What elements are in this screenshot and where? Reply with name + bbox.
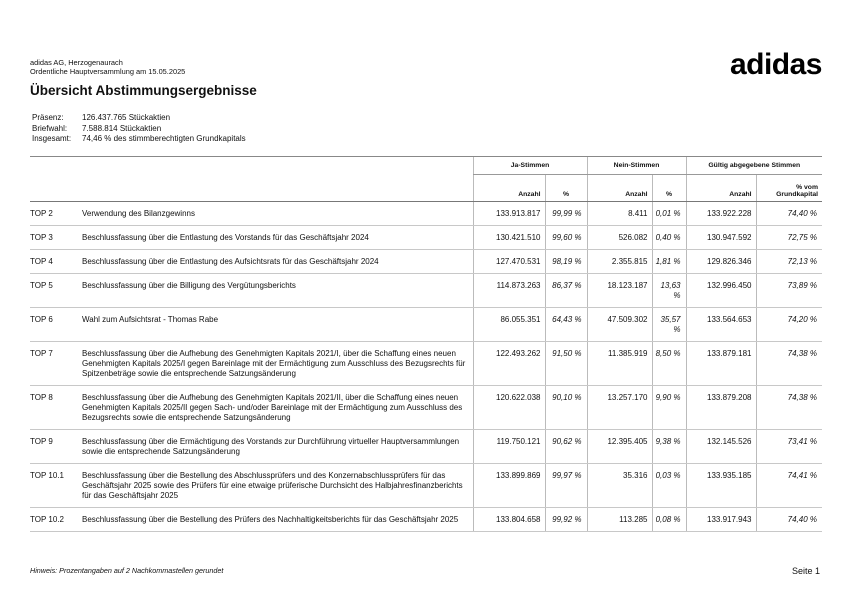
agenda-item-number: TOP 10.1 [30, 464, 82, 508]
agenda-item-description: Beschlussfassung über die Ermächtigung des Vorstands zur Durchführung virtueller Hauptversammlungen sowie die entsprechende Satzungsänderung [82, 430, 473, 464]
ja-percent: 90,10 % [545, 386, 587, 430]
share-capital-percent: 74,41 % [756, 464, 822, 508]
header-ja-pct: % [545, 175, 587, 202]
valid-votes-count: 133.879.181 [686, 342, 756, 386]
nein-count: 526.082 [587, 226, 652, 250]
share-capital-percent: 73,89 % [756, 274, 822, 308]
nein-percent: 1,81 % [652, 250, 686, 274]
table-row [30, 464, 822, 508]
header-column-row [30, 175, 822, 202]
header-vom-line1: % vom [796, 184, 819, 191]
ja-percent: 99,99 % [545, 202, 587, 226]
table-row [30, 308, 822, 342]
summary-value: 74,46 % des stimmberechtigten Grundkapitals [82, 134, 246, 143]
nein-count: 47.509.302 [587, 308, 652, 342]
nein-percent: 35,57 % [652, 308, 686, 342]
nein-count: 8.411 [587, 202, 652, 226]
table-row [30, 386, 822, 430]
ja-count: 122.493.262 [473, 342, 545, 386]
ja-count: 133.913.817 [473, 202, 545, 226]
ja-count: 130.421.510 [473, 226, 545, 250]
ja-percent: 99,97 % [545, 464, 587, 508]
nein-count: 35.316 [587, 464, 652, 508]
summary-value: 126.437.765 Stückaktien [82, 113, 171, 122]
share-capital-percent: 74,40 % [756, 202, 822, 226]
company-name: adidas AG, Herzogenaurach [30, 58, 123, 67]
header-nein-pct: % [652, 175, 686, 202]
ja-percent: 98,19 % [545, 250, 587, 274]
agenda-item-description: Beschlussfassung über die Entlastung des Vorstands für das Geschäftsjahr 2024 [82, 226, 473, 250]
ja-count: 133.804.658 [473, 508, 545, 532]
nein-percent: 13,63 % [652, 274, 686, 308]
page-number: Seite 1 [791, 566, 820, 576]
nein-count: 113.285 [587, 508, 652, 532]
nein-percent: 9,38 % [652, 430, 686, 464]
page-title: Übersicht Abstimmungsergebnisse [30, 83, 257, 98]
nein-percent: 0,03 % [652, 464, 686, 508]
header-grundkapital-pct [756, 175, 822, 202]
valid-votes-count: 133.922.228 [686, 202, 756, 226]
valid-votes-count: 130.947.592 [686, 226, 756, 250]
valid-votes-count: 133.935.185 [686, 464, 756, 508]
nein-percent: 0,08 % [652, 508, 686, 532]
share-capital-percent: 74,38 % [756, 386, 822, 430]
nein-percent: 8,50 % [652, 342, 686, 386]
agenda-item-number: TOP 9 [30, 430, 82, 464]
header-ja-stimmen: Ja-Stimmen [473, 157, 587, 175]
valid-votes-count: 132.145.526 [686, 430, 756, 464]
summary-row-briefwahl [32, 124, 246, 135]
valid-votes-count: 133.564.653 [686, 308, 756, 342]
nein-count: 2.355.815 [587, 250, 652, 274]
nein-count: 13.257.170 [587, 386, 652, 430]
summary-label: Präsenz: [32, 113, 64, 122]
nein-count: 12.395.405 [587, 430, 652, 464]
ja-count: 120.622.038 [473, 386, 545, 430]
agenda-item-number: TOP 8 [30, 386, 82, 430]
nein-percent: 0,40 % [652, 226, 686, 250]
ja-count: 133.899.869 [473, 464, 545, 508]
agenda-item-description: Beschlussfassung über die Bestellung des Prüfers des Nachhaltigkeitsberichts für das Geschäftsjahr 2025 [82, 508, 473, 532]
valid-votes-count: 129.826.346 [686, 250, 756, 274]
ja-count: 86.055.351 [473, 308, 545, 342]
share-capital-percent: 72,13 % [756, 250, 822, 274]
summary-row-insgesamt [32, 134, 246, 145]
summary-label: Insgesamt: [32, 134, 72, 143]
agenda-item-number: TOP 7 [30, 342, 82, 386]
table-row [30, 342, 822, 386]
nein-count: 11.385.919 [587, 342, 652, 386]
ja-percent: 91,50 % [545, 342, 587, 386]
header-blank [30, 175, 473, 202]
header-nein-anzahl: Anzahl [587, 175, 652, 202]
header-vom-line2: Grundkapital [776, 191, 819, 198]
nein-percent: 0,01 % [652, 202, 686, 226]
ja-percent: 64,43 % [545, 308, 587, 342]
header-blank [30, 157, 473, 175]
agenda-item-description: Beschlussfassung über die Billigung des Vergütungsberichts [82, 274, 473, 308]
voting-results-table [30, 156, 822, 532]
agenda-item-description: Beschlussfassung über die Entlastung des Aufsichtsrats für das Geschäftsjahr 2024 [82, 250, 473, 274]
share-capital-percent: 72,75 % [756, 226, 822, 250]
agenda-item-number: TOP 2 [30, 202, 82, 226]
agenda-item-description: Beschlussfassung über die Aufhebung des Genehmigten Kapitals 2021/II, über die Schaffung eines neuen Genehmigten Kapitals 2025/II gegen Sach- und/oder Bareinlage mit der Ermächtigung zum Ausschluss des Bezugsrechts sowie die entsprechende Satzungsänderung [82, 386, 473, 430]
ja-percent: 99,92 % [545, 508, 587, 532]
agenda-item-number: TOP 5 [30, 274, 82, 308]
agenda-item-description: Beschlussfassung über die Bestellung des Abschlussprüfers und des Konzernabschlussprüfers für das Geschäftsjahr 2025 sowie des Prüfers für eine etwaige prüferische Durchsicht des Halbjahresfinanzberichts für das Geschäftsjahr 2025 [82, 464, 473, 508]
header-group-row [30, 157, 822, 175]
header-ja-anzahl: Anzahl [473, 175, 545, 202]
agenda-item-number: TOP 10.2 [30, 508, 82, 532]
ja-percent: 86,37 % [545, 274, 587, 308]
nein-count: 18.123.187 [587, 274, 652, 308]
share-capital-percent: 74,40 % [756, 508, 822, 532]
ja-count: 119.750.121 [473, 430, 545, 464]
ja-count: 114.873.263 [473, 274, 545, 308]
share-capital-percent: 74,20 % [756, 308, 822, 342]
header-gueltig: Gültig abgegebene Stimmen [686, 157, 822, 175]
table-row [30, 250, 822, 274]
share-capital-percent: 74,38 % [756, 342, 822, 386]
table-row [30, 274, 822, 308]
table-row [30, 226, 822, 250]
nein-percent: 9,90 % [652, 386, 686, 430]
valid-votes-count: 133.879.208 [686, 386, 756, 430]
summary-value: 7.588.814 Stückaktien [82, 123, 162, 133]
agenda-item-description: Verwendung des Bilanzgewinns [82, 202, 473, 226]
table-row [30, 508, 822, 532]
footnote: Hinweis: Prozentangaben auf 2 Nachkommastellen gerundet [30, 566, 224, 575]
adidas-logo: adidas [729, 48, 822, 81]
header-nein-stimmen: Nein-Stimmen [587, 157, 686, 175]
share-capital-percent: 73,41 % [756, 430, 822, 464]
company-info [30, 58, 185, 76]
table-row [30, 202, 822, 226]
summary-label: Briefwahl: [32, 123, 68, 133]
agenda-item-number: TOP 3 [30, 226, 82, 250]
meeting-date: Ordentliche Hauptversammlung am 15.05.2025 [30, 67, 186, 76]
ja-percent: 99,60 % [545, 226, 587, 250]
summary-row-praesenz [32, 113, 246, 124]
attendance-summary [32, 113, 246, 145]
agenda-item-description: Wahl zum Aufsichtsrat - Thomas Rabe [82, 308, 473, 342]
table-row [30, 430, 822, 464]
agenda-item-description: Beschlussfassung über die Aufhebung des Genehmigten Kapitals 2021/I, über die Schaffung eines neuen Genehmigten Kapitals 2025/I gegen Bareinlage mit der Ermächtigung zum Ausschluss des Bezugsrechts für Spitzenbeträge sowie die entsprechende Satzungsänderung [82, 342, 473, 386]
valid-votes-count: 132.996.450 [686, 274, 756, 308]
header-gueltig-anzahl: Anzahl [686, 175, 756, 202]
ja-count: 127.470.531 [473, 250, 545, 274]
ja-percent: 90,62 % [545, 430, 587, 464]
valid-votes-count: 133.917.943 [686, 508, 756, 532]
agenda-item-number: TOP 6 [30, 308, 82, 342]
agenda-item-number: TOP 4 [30, 250, 82, 274]
